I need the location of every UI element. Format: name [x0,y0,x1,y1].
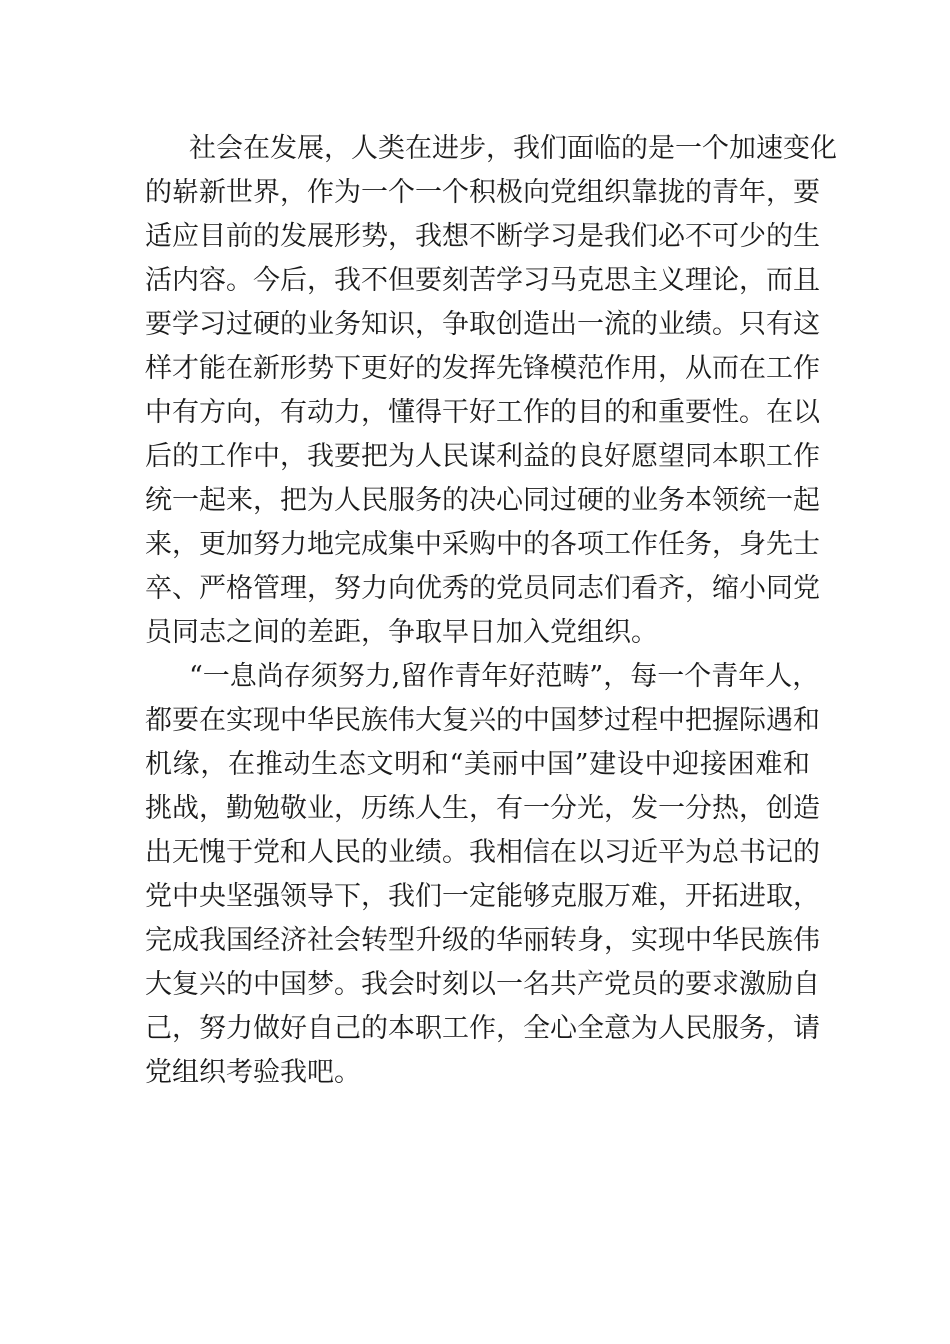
paragraph-line: 来，更加努力地完成集中采购中的各项工作任务，身先士 [145,529,820,560]
paragraph-line: 党组织考验我吧。 [145,1057,361,1088]
paragraph-line: 统一起来，把为人民服务的决心同过硬的业务本领统一起 [145,485,820,516]
paragraph-line: “一息尚存须努力,留作青年好范畴”，每一个青年人， [189,661,820,692]
paragraph-line: 中有方向，有动力，懂得干好工作的目的和重要性。在以 [145,397,820,428]
paragraph-line: 要学习过硬的业务知识，争取创造出一流的业绩。只有这 [145,309,820,340]
paragraph-2 [145,655,820,1095]
document-body [145,127,837,1095]
paragraph-line: 党中央坚强领导下，我们一定能够克服万难，开拓进取， [145,881,820,912]
paragraph-line: 挑战，勤勉敬业，历练人生，有一分光，发一分热，创造 [145,793,820,824]
paragraph-line: 的崭新世界，作为一个一个积极向党组织靠拢的青年，要 [145,177,820,208]
paragraph-line: 卒、严格管理，努力向优秀的党员同志们看齐，缩小同党 [145,573,820,604]
paragraph-line: 适应目前的发展形势，我想不断学习是我们必不可少的生 [145,221,820,252]
paragraph-line: 后的工作中，我要把为人民谋利益的良好愿望同本职工作 [145,441,820,472]
paragraph-line: 都要在实现中华民族伟大复兴的中国梦过程中把握际遇和 [145,705,820,736]
paragraph-line: 活内容。今后，我不但要刻苦学习马克思主义理论，而且 [145,265,820,296]
paragraph-line: 大复兴的中国梦。我会时刻以一名共产党员的要求激励自 [145,969,820,1000]
paragraph-line: 员同志之间的差距，争取早日加入党组织。 [145,617,658,648]
paragraph-line: 社会在发展，人类在进步，我们面临的是一个加速变化 [189,133,837,164]
paragraph-line: 己，努力做好自己的本职工作，全心全意为人民服务，请 [145,1013,820,1044]
paragraph-line: 样才能在新形势下更好的发挥先锋模范作用，从而在工作 [145,353,820,384]
paragraph-line: 完成我国经济社会转型升级的华丽转身，实现中华民族伟 [145,925,820,956]
paragraph-line: 出无愧于党和人民的业绩。我相信在以习近平为总书记的 [145,837,820,868]
paragraph-1 [145,127,837,655]
paragraph-line: 机缘，在推动生态文明和“美丽中国”建设中迎接困难和 [145,749,810,780]
